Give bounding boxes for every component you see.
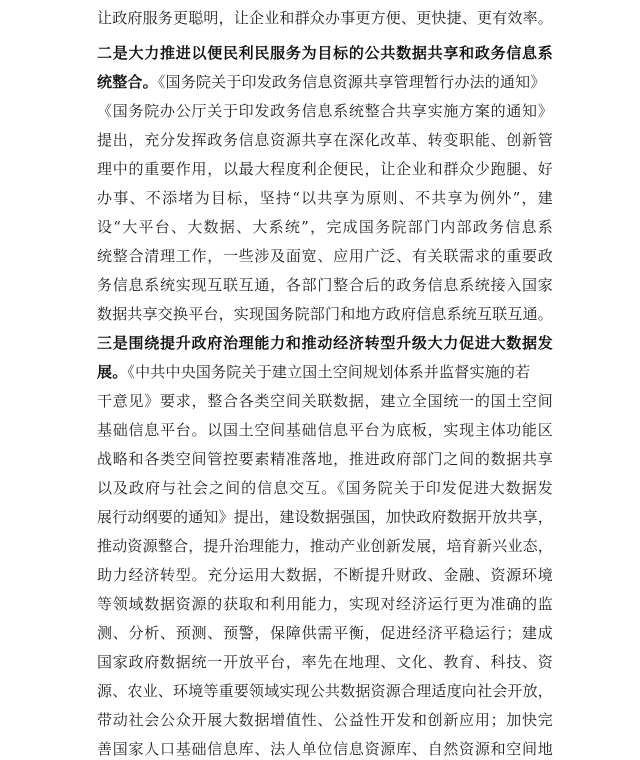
paragraph-line-17: 以及政府与社会之间的信息交互。《国务院关于印发促进大数据发 (97, 479, 553, 497)
section-heading-2-line-1: 二是大力推进以便民利民服务为目标的公共数据共享和政务信息系 (97, 44, 553, 62)
paragraph-line-24: 源、农业、环境等重要领域实现公共数据资源合理适度向社会开放， (97, 682, 554, 700)
paragraph-line-15: 基础信息平台。以国土空间基础信息平台为底板，实现主体功能区 (97, 421, 553, 439)
paragraph-line-3 (97, 72, 553, 92)
paragraph-line-7: 办事、不添堵为目标，坚持“以共享为原则、不共享为例外”，建 (97, 189, 553, 207)
policy-title-2: 《中共中央国务院关于建立国土空间规划体系并监督实施的若 (127, 363, 531, 381)
policy-title-1: 《国务院关于印发政务信息资源共享管理暂行办法的通知》 (157, 73, 546, 91)
paragraph-line-26: 善国家人口基础信息库、法人单位信息资源库、自然资源和空间地 (97, 740, 553, 758)
paragraph-line-13 (97, 362, 553, 382)
paragraph-line-21: 等领域数据资源的获取和利用能力，实现对经济运行更为准确的监 (97, 595, 553, 613)
section-heading-2-line-2: 统整合。 (97, 73, 158, 91)
paragraph-line-18: 展行动纲要的通知》提出，建设数据强国，加快政府数据开放共享， (97, 508, 554, 526)
paragraph-line-19: 推动资源整合，提升治理能力，推动产业创新发展，培育新兴业态， (97, 537, 554, 555)
paragraph-line-22: 测、分析、预测、预警，保障供需平衡，促进经济平稳运行；建成 (97, 624, 553, 642)
paragraph-line-1: 让政府服务更聪明，让企业和群众办事更方便、更快捷、更有效率。 (97, 9, 554, 27)
section-heading-3-line-2: 展。 (97, 363, 128, 381)
paragraph-line-10: 务信息系统实现互联互通，各部门整合后的政务信息系统接入国家 (97, 276, 553, 294)
paragraph-line-25: 带动社会公众开展大数据增值性、公益性开发和创新应用；加快完 (97, 711, 553, 729)
paragraph-line-14: 干意见》要求，整合各类空间关联数据，建立全国统一的国土空间 (97, 392, 553, 410)
paragraph-line-8: 设“大平台、大数据、大系统”，完成国务院部门内部政务信息系 (97, 218, 553, 236)
paragraph-line-6: 理中的重要作用，以最大程度利企便民，让企业和群众少跑腿、好 (97, 160, 553, 178)
paragraph-line-4: 《国务院办公厅关于印发政务信息系统整合共享实施方案的通知》 (97, 102, 553, 120)
paragraph-line-11: 数据共享交换平台，实现国务院部门和地方政府信息系统互联互通。 (97, 305, 554, 323)
paragraph-line-23: 国家政府数据统一开放平台，率先在地理、文化、教育、科技、资 (97, 653, 553, 671)
paragraph-line-9: 统整合清理工作，一些涉及面宽、应用广泛、有关联需求的重要政 (97, 247, 553, 265)
paragraph-line-20: 助力经济转型。充分运用大数据，不断提升财政、金融、资源环境 (97, 566, 553, 584)
paragraph-line-5: 提出，充分发挥政务信息资源共享在深化改革、转变职能、创新管 (97, 131, 553, 149)
paragraph-line-16: 战略和各类空间管控要素精准落地，推进政府部门之间的数据共享 (97, 450, 553, 468)
section-heading-3-line-1: 三是围绕提升政府治理能力和推动经济转型升级大力促进大数据发 (97, 334, 553, 352)
